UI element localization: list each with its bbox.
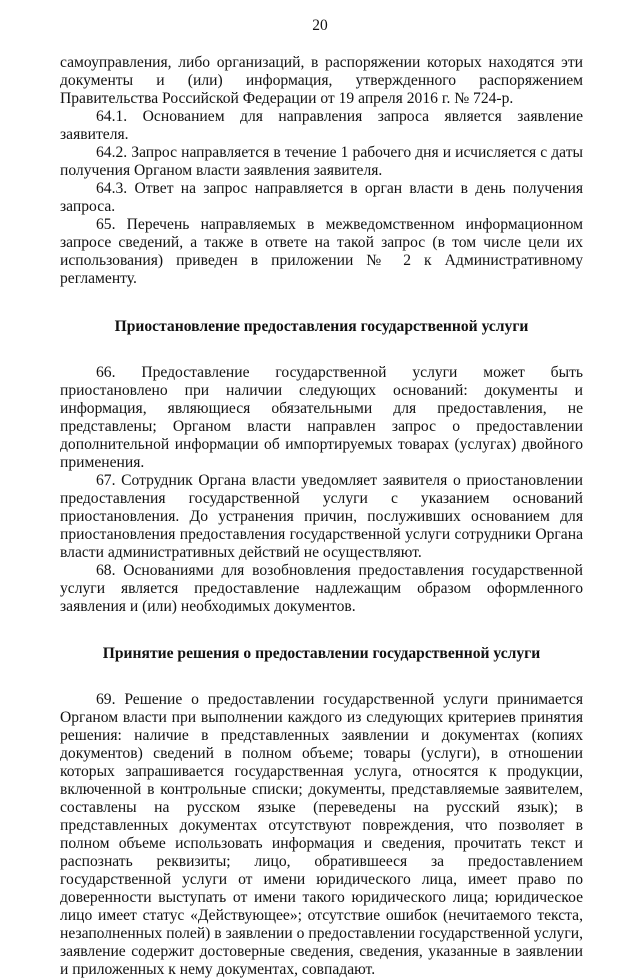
page-number: 20 bbox=[312, 17, 328, 34]
paragraph-66: 66. Предоставление государственной услуги может быть приостановлено при наличии следующих оснований: документы и информация, являющиеся обязательными для предоставления, не представлены; Органом власти направлен запрос о предоставлении дополнительной информации об импортируемых товарах (услугах) двойного применения. bbox=[60, 364, 583, 471]
paragraph-67: 67. Сотрудник Органа власти уведомляет заявителя о приостановлении предоставления государственной услуги с указанием оснований приостановления. До устранения причин, послуживших основанием для приостановления предоставления государственной услуги сотрудники Органа власти административных действий не осуществляют. bbox=[60, 472, 583, 561]
paragraph-64-3: 64.3. Ответ на запрос направляется в орган власти в день получения запроса. bbox=[60, 180, 583, 215]
section-heading-suspension: Приостановление предоставления государственной услуги bbox=[114, 318, 529, 335]
paragraph-64-2: 64.2. Запрос направляется в течение 1 рабочего дня и исчисляется с даты получения Органом власти заявления заявителя. bbox=[60, 144, 583, 179]
paragraph-69: 69. Решение о предоставлении государственной услуги принимается Органом власти при выполнении каждого из следующих критериев принятия решения: наличие в представленных заявлении и документах (копиях документов) сведений в полном объеме; товары (услуги), в отношении которых запрашивается государственная услуга, относятся к продукции, включенной в контрольные списки; документы, представляемые заявителем, составлены на русском языке (переведены на русский язык); в представленных документах отсутствуют повреждения, что позволяет в полном объеме использовать информация и сведения, прочитать текст и распознать реквизиты; лицо, обратившееся за предоставлением государственной услуги от имени юридического лица, имеет право по доверенности выступать от имени такого юридического лица; юридическое лицо имеет статус «Действующее»; отсутствие ошибок (нечитаемого текста, незаполненных полей) в заявлении о предоставлении государственной услуги, заявление содержит достоверные сведения, сведения, указанные в заявлении и приложенных к нему документах, совпадают. bbox=[60, 691, 583, 978]
document-body bbox=[60, 54, 583, 979]
paragraph-continuation: самоуправления, либо организаций, в распоряжении которых находятся эти документы и (или) информация, утвержденного распоряжением Правительства Российской Федерации от 19 апреля 2016 г. № 724-р. bbox=[60, 54, 583, 107]
section-heading-decision: Принятие решения о предоставлении государственной услуги bbox=[102, 645, 541, 662]
paragraph-64-1: 64.1. Основанием для направления запроса является заявление заявителя. bbox=[60, 108, 583, 143]
paragraph-68: 68. Основаниями для возобновления предоставления государственной услуги является предоставление надлежащим образом оформленного заявления и (или) необходимых документов. bbox=[60, 562, 583, 615]
paragraph-65: 65. Перечень направляемых в межведомственном информационном запросе сведений, а также в ответе на такой запрос (в том числе цели их использования) приведен в приложении № 2 к Административному регламенту. bbox=[60, 216, 583, 287]
